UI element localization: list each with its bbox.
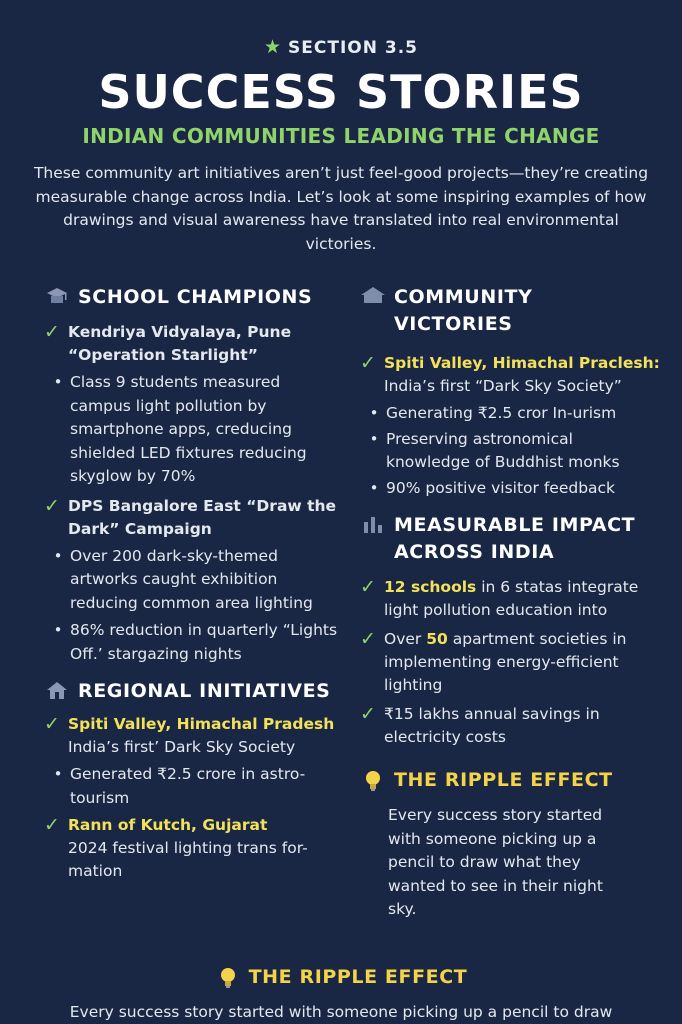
check-icon: ✓ xyxy=(44,713,60,735)
school-item-2-title: DPS Bangalore East “Draw the Dark” Campaign xyxy=(68,496,337,538)
section-label: SECTION 3.5 xyxy=(288,38,418,58)
check-icon: ✓ xyxy=(360,352,376,374)
bottom-ripple-section xyxy=(0,964,682,1021)
measurable-impact-heading xyxy=(360,512,660,566)
list-item: • Class 9 students measured campus light pollution by smartphone apps, creducing shielded LED fixtures reducing skyglow by 70% xyxy=(53,373,307,485)
bar-chart-icon xyxy=(360,514,386,534)
impact-item-2-text: apartment societies in implementing energy-efficient lighting xyxy=(384,630,627,694)
list-item: • Preserving astronomical knowledge of Buddhist monks xyxy=(369,429,620,471)
impact-item-3-text: ₹15 lakhs annual savings in electricity costs xyxy=(384,705,600,746)
regional-item-2 xyxy=(44,814,344,883)
school-item-2-bullets xyxy=(46,545,344,667)
ripple-effect-title: THE RIPPLE EFFECT xyxy=(394,769,613,791)
house-icon xyxy=(44,680,70,700)
school-item-1 xyxy=(44,321,344,367)
impact-item-2-prefix: Over xyxy=(384,630,422,648)
impact-item-1-highlight: 12 schools xyxy=(384,578,477,596)
impact-item-1-text: in 6 statas integrate light pollution education into xyxy=(384,578,639,619)
community-victories-heading xyxy=(360,284,660,338)
impact-item-3 xyxy=(360,703,660,749)
check-icon: ✓ xyxy=(360,703,376,725)
regional-item-1-bullets xyxy=(46,763,344,810)
header xyxy=(0,0,682,256)
lightbulb-icon xyxy=(360,769,386,793)
right-column xyxy=(360,284,660,922)
impact-item-2 xyxy=(360,628,660,697)
intro-paragraph: These community art initiatives aren’t just feel-good projects—they’re creating measurable change across India. Let’s look at some inspiring examples of how drawings and visual awareness have translated into real environmental victories. xyxy=(33,164,649,253)
regional-initiatives-heading xyxy=(44,678,344,705)
check-icon: ✓ xyxy=(44,494,60,517)
regional-item-1 xyxy=(44,713,344,759)
regional-item-1-title: Spiti Valley, Himachal Pradesh xyxy=(68,715,335,733)
check-icon: ✓ xyxy=(360,628,376,650)
list-item: • Over 200 dark-sky-themed artworks caught exhibition reducing common area lighting xyxy=(53,546,313,612)
school-champions-title: SCHOOL CHAMPIONS xyxy=(78,286,313,308)
regional-initiatives-title: REGIONAL INITIATIVES xyxy=(78,680,331,702)
star-icon: ★ xyxy=(263,36,283,58)
house-icon xyxy=(360,286,386,304)
bottom-ripple-heading xyxy=(0,964,682,991)
check-icon: ✓ xyxy=(360,576,376,598)
list-item: • Generating ₹2.5 cror In-urism xyxy=(369,404,617,422)
community-victories-title: COMMUNITY VICTORIES xyxy=(394,286,533,335)
impact-item-1 xyxy=(360,576,660,622)
impact-item-2-highlight: 50 xyxy=(426,630,448,648)
school-icon xyxy=(44,286,70,306)
community-item xyxy=(360,352,660,398)
bottom-ripple-title: THE RIPPLE EFFECT xyxy=(248,966,468,988)
community-bullets xyxy=(362,402,660,500)
list-item: • Generated ₹2.5 crore in astro-tourism xyxy=(53,765,306,807)
school-item-1-bullets xyxy=(46,371,344,489)
page-title: SUCCESS STORIES xyxy=(98,65,584,119)
regional-item-1-detail: India’s first’ Dark Sky Society xyxy=(68,738,296,756)
check-icon: ✓ xyxy=(44,814,60,836)
left-column xyxy=(44,284,344,883)
check-icon: ✓ xyxy=(44,321,60,343)
ripple-effect-heading xyxy=(360,767,660,794)
school-item-1-title: Kendriya Vidyalaya, Pune “Operation Starlight” xyxy=(68,323,292,364)
school-champions-heading xyxy=(44,284,344,311)
list-item: • 90% positive visitor feedback xyxy=(369,478,616,497)
measurable-impact-title: MEASURABLE IMPACT ACROSS INDIA xyxy=(394,514,636,563)
ripple-effect-text: Every success story started with someone picking up a pencil to draw what they wanted to see in their night sky. xyxy=(388,806,603,918)
list-item: • 86% reduction in quarterly “Lights Off.’ stargazing nights xyxy=(53,621,338,663)
page-subtitle: INDIAN COMMUNITIES LEADING THE CHANGE xyxy=(82,124,600,148)
community-item-detail: India’s first “Dark Sky Society” xyxy=(384,377,622,395)
section-tag xyxy=(0,36,682,58)
regional-item-2-detail: 2024 festival lighting trans for-mation xyxy=(68,839,308,880)
lightbulb-icon xyxy=(215,966,241,990)
regional-item-2-title: Rann of Kutch, Gujarat xyxy=(68,816,268,834)
bottom-ripple-text: Every success story started with someone picking up a pencil to draw xyxy=(69,1003,613,1021)
community-item-title: Spiti Valley, Himachal Praclesh: xyxy=(384,354,660,372)
school-item-2 xyxy=(44,495,344,541)
